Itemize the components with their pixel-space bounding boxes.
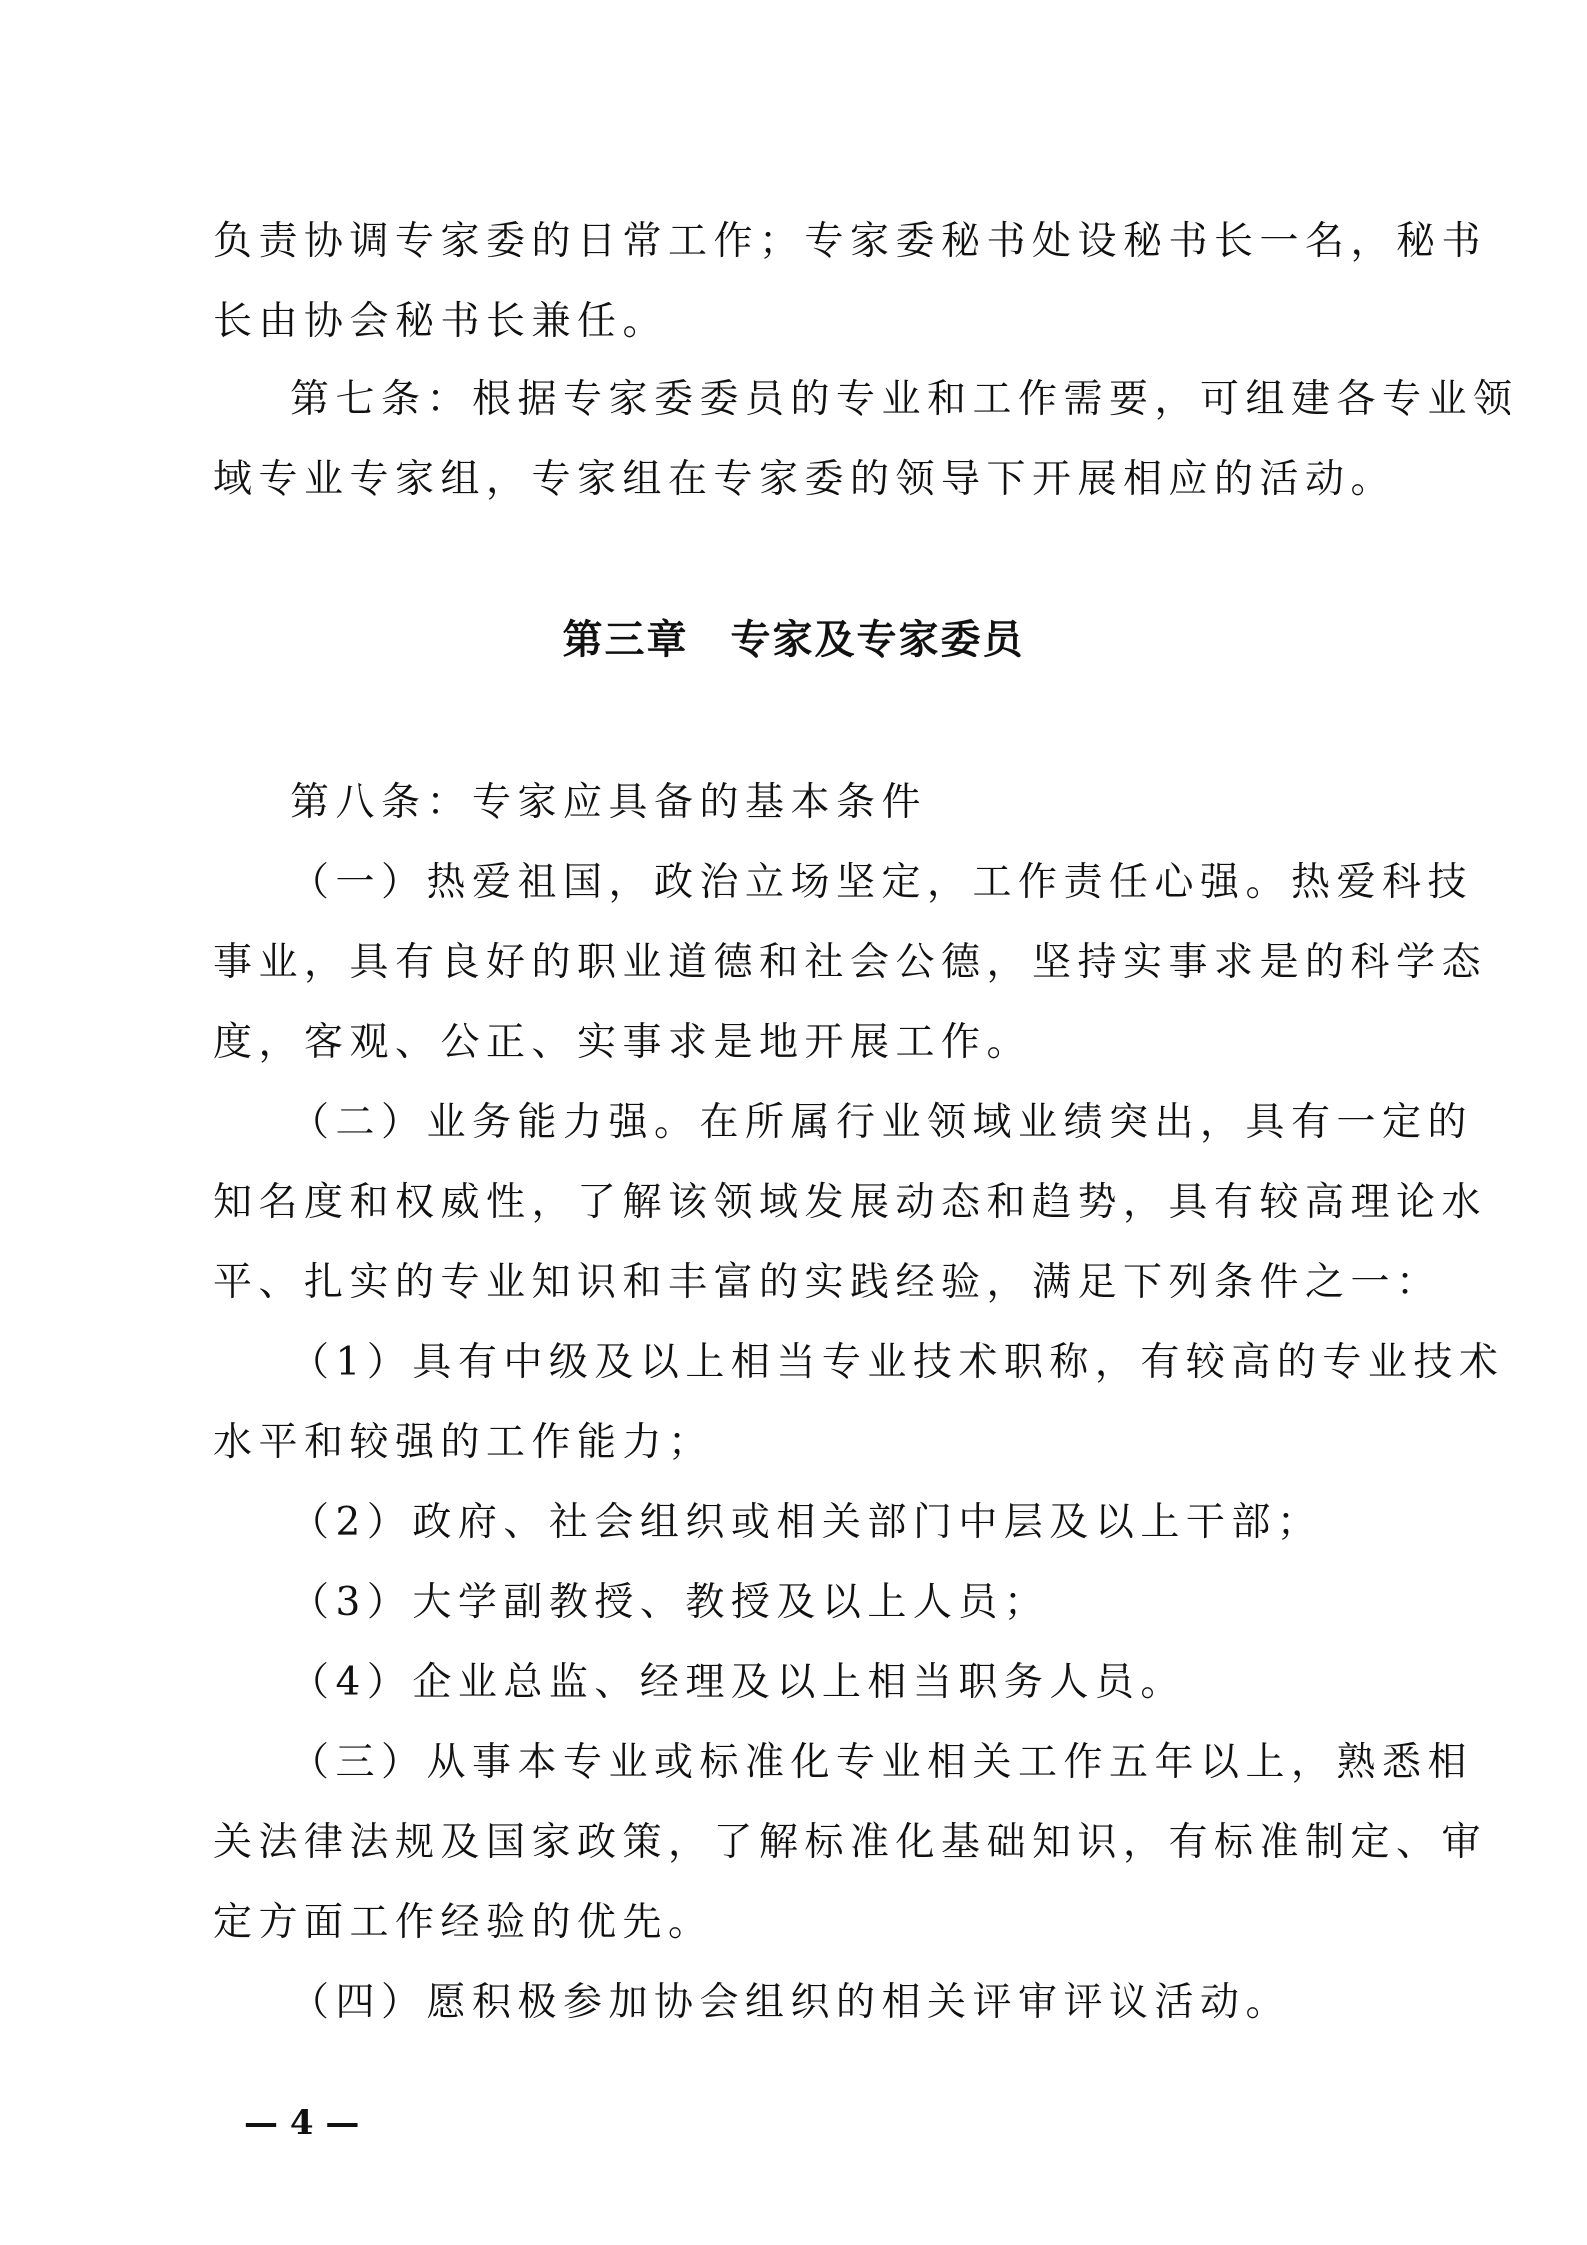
article8-heading: 第八条：专家应具备的基本条件 [290, 780, 928, 825]
article6-text-line: 负责协调专家委的日常工作；专家委秘书处设秘书长一名，秘书 [213, 219, 1488, 264]
article8-item3-line: 关法律法规及国家政策，了解标准化基础知识，有标准制定、审 [213, 1820, 1488, 1865]
article8-item2-sub1-line: （1）具有中级及以上相当专业技术职称，有较高的专业技术 [290, 1340, 1505, 1385]
article8-item1-line: （一）热爱祖国，政治立场坚定，工作责任心强。热爱科技 [290, 860, 1474, 905]
article8-item2-line: 平、扎实的专业知识和丰富的实践经验，满足下列条件之一： [213, 1260, 1442, 1305]
article7-text-line: 域专业专家组，专家组在专家委的领导下开展相应的活动。 [213, 457, 1397, 502]
article8-item1-line: 事业，具有良好的职业道德和社会公德，坚持实事求是的科学态 [213, 940, 1488, 985]
article6-text-line: 长由协会秘书长兼任。 [213, 299, 669, 344]
article8-item2-sub4: （4）企业总监、经理及以上相当职务人员。 [290, 1660, 1186, 1705]
article8-item4-line: （四）愿积极参加协会组织的相关评审评议活动。 [290, 1980, 1292, 2025]
article8-item2-sub3: （3）大学副教授、教授及以上人员； [290, 1580, 1050, 1625]
article8-item2-line: 知名度和权威性，了解该领域发展动态和趋势，具有较高理论水 [213, 1180, 1488, 1225]
article8-item2-sub2: （2）政府、社会组织或相关部门中层及以上干部； [290, 1500, 1323, 1545]
page-number: — 4 — [244, 2103, 360, 2143]
article8-item1-line: 度，客观、公正、实事求是地开展工作。 [213, 1020, 1033, 1065]
article8-item3-line: 定方面工作经验的优先。 [213, 1900, 714, 1945]
article8-item3-line: （三）从事本专业或标准化专业相关工作五年以上，熟悉相 [290, 1740, 1474, 1785]
chapter-title: 第三章 专家及专家委员 [562, 617, 1025, 663]
article8-item2-sub1-line: 水平和较强的工作能力； [213, 1420, 714, 1465]
article8-item2-line: （二）业务能力强。在所属行业领域业绩突出，具有一定的 [290, 1100, 1474, 1145]
article7-text-line: 第七条：根据专家委委员的专业和工作需要，可组建各专业领 [290, 377, 1519, 422]
